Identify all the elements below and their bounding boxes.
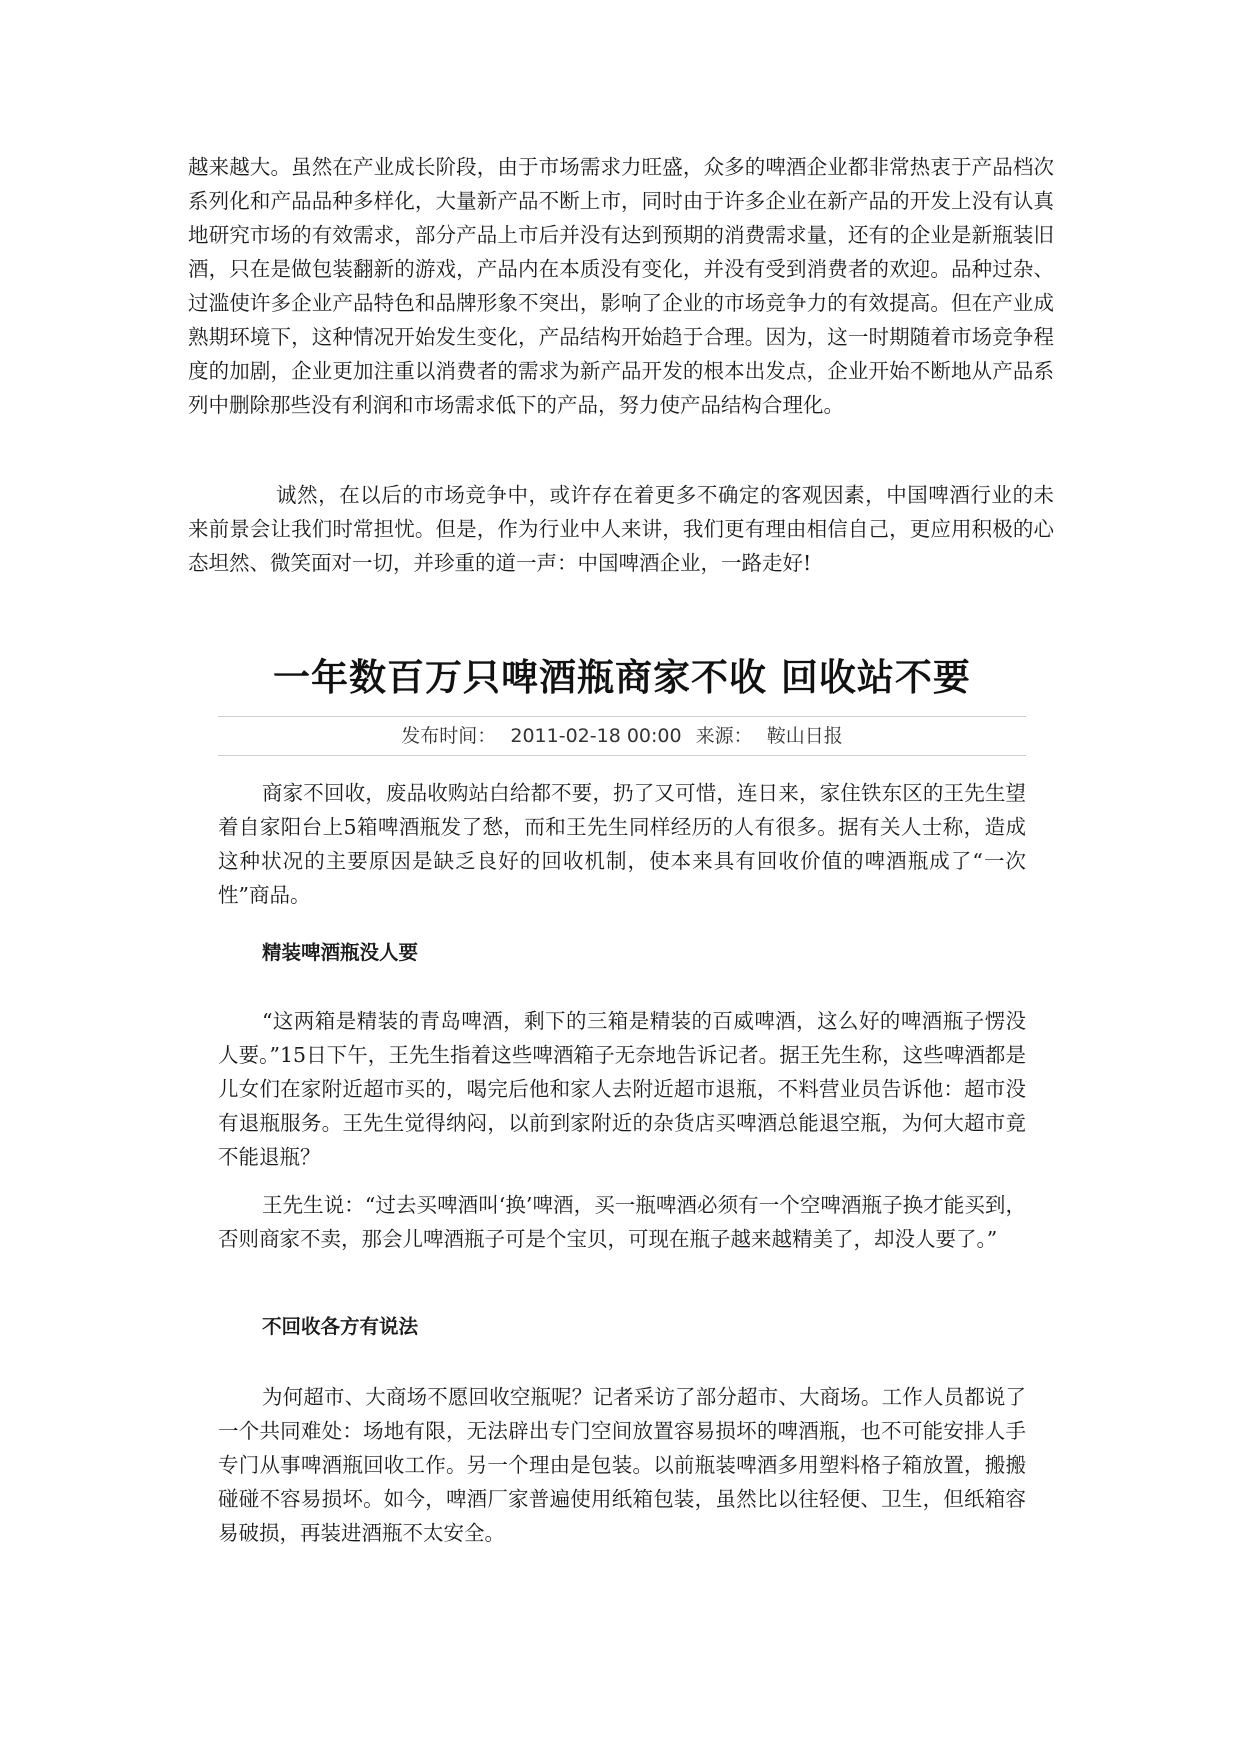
subheading-1-text: 精装啤酒瓶没人要 bbox=[262, 941, 419, 964]
article-paragraph-1 bbox=[218, 776, 1026, 912]
article-title: 一年数百万只啤酒瓶商家不收 回收站不要 bbox=[273, 656, 971, 699]
subheading-2 bbox=[218, 1310, 1026, 1344]
article-paragraph-1-text: 商家不回收，废品收购站白给都不要，扔了又可惜，连日来，家住铁东区的王先生望着自家阳台上5箱啤酒瓶发了愁，而和王先生同样经历的人有很多。据有关人士称，造成这种状况的主要原因是缺乏良好的回收机制，使本来具有回收价值的啤酒瓶成了“一次性”商品。 bbox=[218, 781, 1026, 907]
subheading-1 bbox=[218, 936, 1026, 970]
publish-date-label: 发布时间： bbox=[401, 725, 497, 747]
article-meta bbox=[218, 716, 1026, 756]
publish-date-value: 2011-02-18 00:00 bbox=[510, 725, 682, 747]
article-paragraph-4 bbox=[218, 1380, 1026, 1550]
subheading-2-text: 不回收各方有说法 bbox=[262, 1315, 419, 1338]
source-label: 来源： bbox=[695, 725, 753, 747]
article-header bbox=[218, 650, 1026, 756]
intro-paragraph-2-text: 诚然，在以后的市场竞争中，或许存在着更多不确定的客观因素，中国啤酒行业的未来前景会让我们时常担忧。但是，作为行业中人来讲，我们更有理由相信自己，更应用积极的心态坦然、微笑面对一切，并珍重的道一声：中国啤酒企业，一路走好! bbox=[188, 483, 1054, 575]
article-paragraph-2 bbox=[218, 1004, 1026, 1174]
intro-paragraph-2 bbox=[188, 478, 1054, 580]
article-paragraph-2-text: “这两箱是精装的青岛啤酒，剩下的三箱是精装的百威啤酒，这么好的啤酒瓶子愣没人要。”15日下午，王先生指着这些啤酒箱子无奈地告诉记者。据王先生称，这些啤酒都是儿女们在家附近超市买的，喝完后他和家人去附近超市退瓶，不料营业员告诉他：超市没有退瓶服务。王先生觉得纳闷，以前到家附近的杂货店买啤酒总能退空瓶，为何大超市竟不能退瓶？ bbox=[218, 1009, 1026, 1169]
article-paragraph-3 bbox=[218, 1188, 1026, 1256]
article-paragraph-3-text: 王先生说：“过去买啤酒叫‘换’啤酒，买一瓶啤酒必须有一个空啤酒瓶子换才能买到，否则商家不卖，那会儿啤酒瓶子可是个宝贝，可现在瓶子越来越精美了，却没人要了。” bbox=[218, 1193, 1026, 1251]
article-paragraph-4-text: 为何超市、大商场不愿回收空瓶呢？记者采访了部分超市、大商场。工作人员都说了一个共同难处：场地有限，无法辟出专门空间放置容易损坏的啤酒瓶，也不可能安排人手专门从事啤酒瓶回收工作。另一个理由是包装。以前瓶装啤酒多用塑料格子箱放置，搬搬碰碰不容易损坏。如今，啤酒厂家普遍使用纸箱包装，虽然比以往轻便、卫生，但纸箱容易破损，再装进酒瓶不太安全。 bbox=[218, 1385, 1026, 1545]
intro-paragraph-1-text: 越来越大。虽然在产业成长阶段，由于市场需求力旺盛，众多的啤酒企业都非常热衷于产品档次系列化和产品品种多样化，大量新产品不断上市，同时由于许多企业在新产品的开发上没有认真地研究市场的有效需求，部分产品上市后并没有达到预期的消费需求量，还有的企业是新瓶装旧酒，只在是做包装翻新的游戏，产品内在本质没有变化，并没有受到消费者的欢迎。品种过杂、过滥使许多企业产品特色和品牌形象不突出，影响了企业的市场竞争力的有效提高。但在产业成熟期环境下，这种情况开始发生变化，产品结构开始趋于合理。因为，这一时期随着市场竞争程度的加剧，企业更加注重以消费者的需求为新产品开发的根本出发点，企业开始不断地从产品系列中删除那些没有利润和市场需求低下的产品，努力使产品结构合理化。 bbox=[188, 155, 1054, 417]
source-value: 鞍山日报 bbox=[766, 725, 843, 747]
intro-paragraph-1 bbox=[188, 150, 1054, 422]
